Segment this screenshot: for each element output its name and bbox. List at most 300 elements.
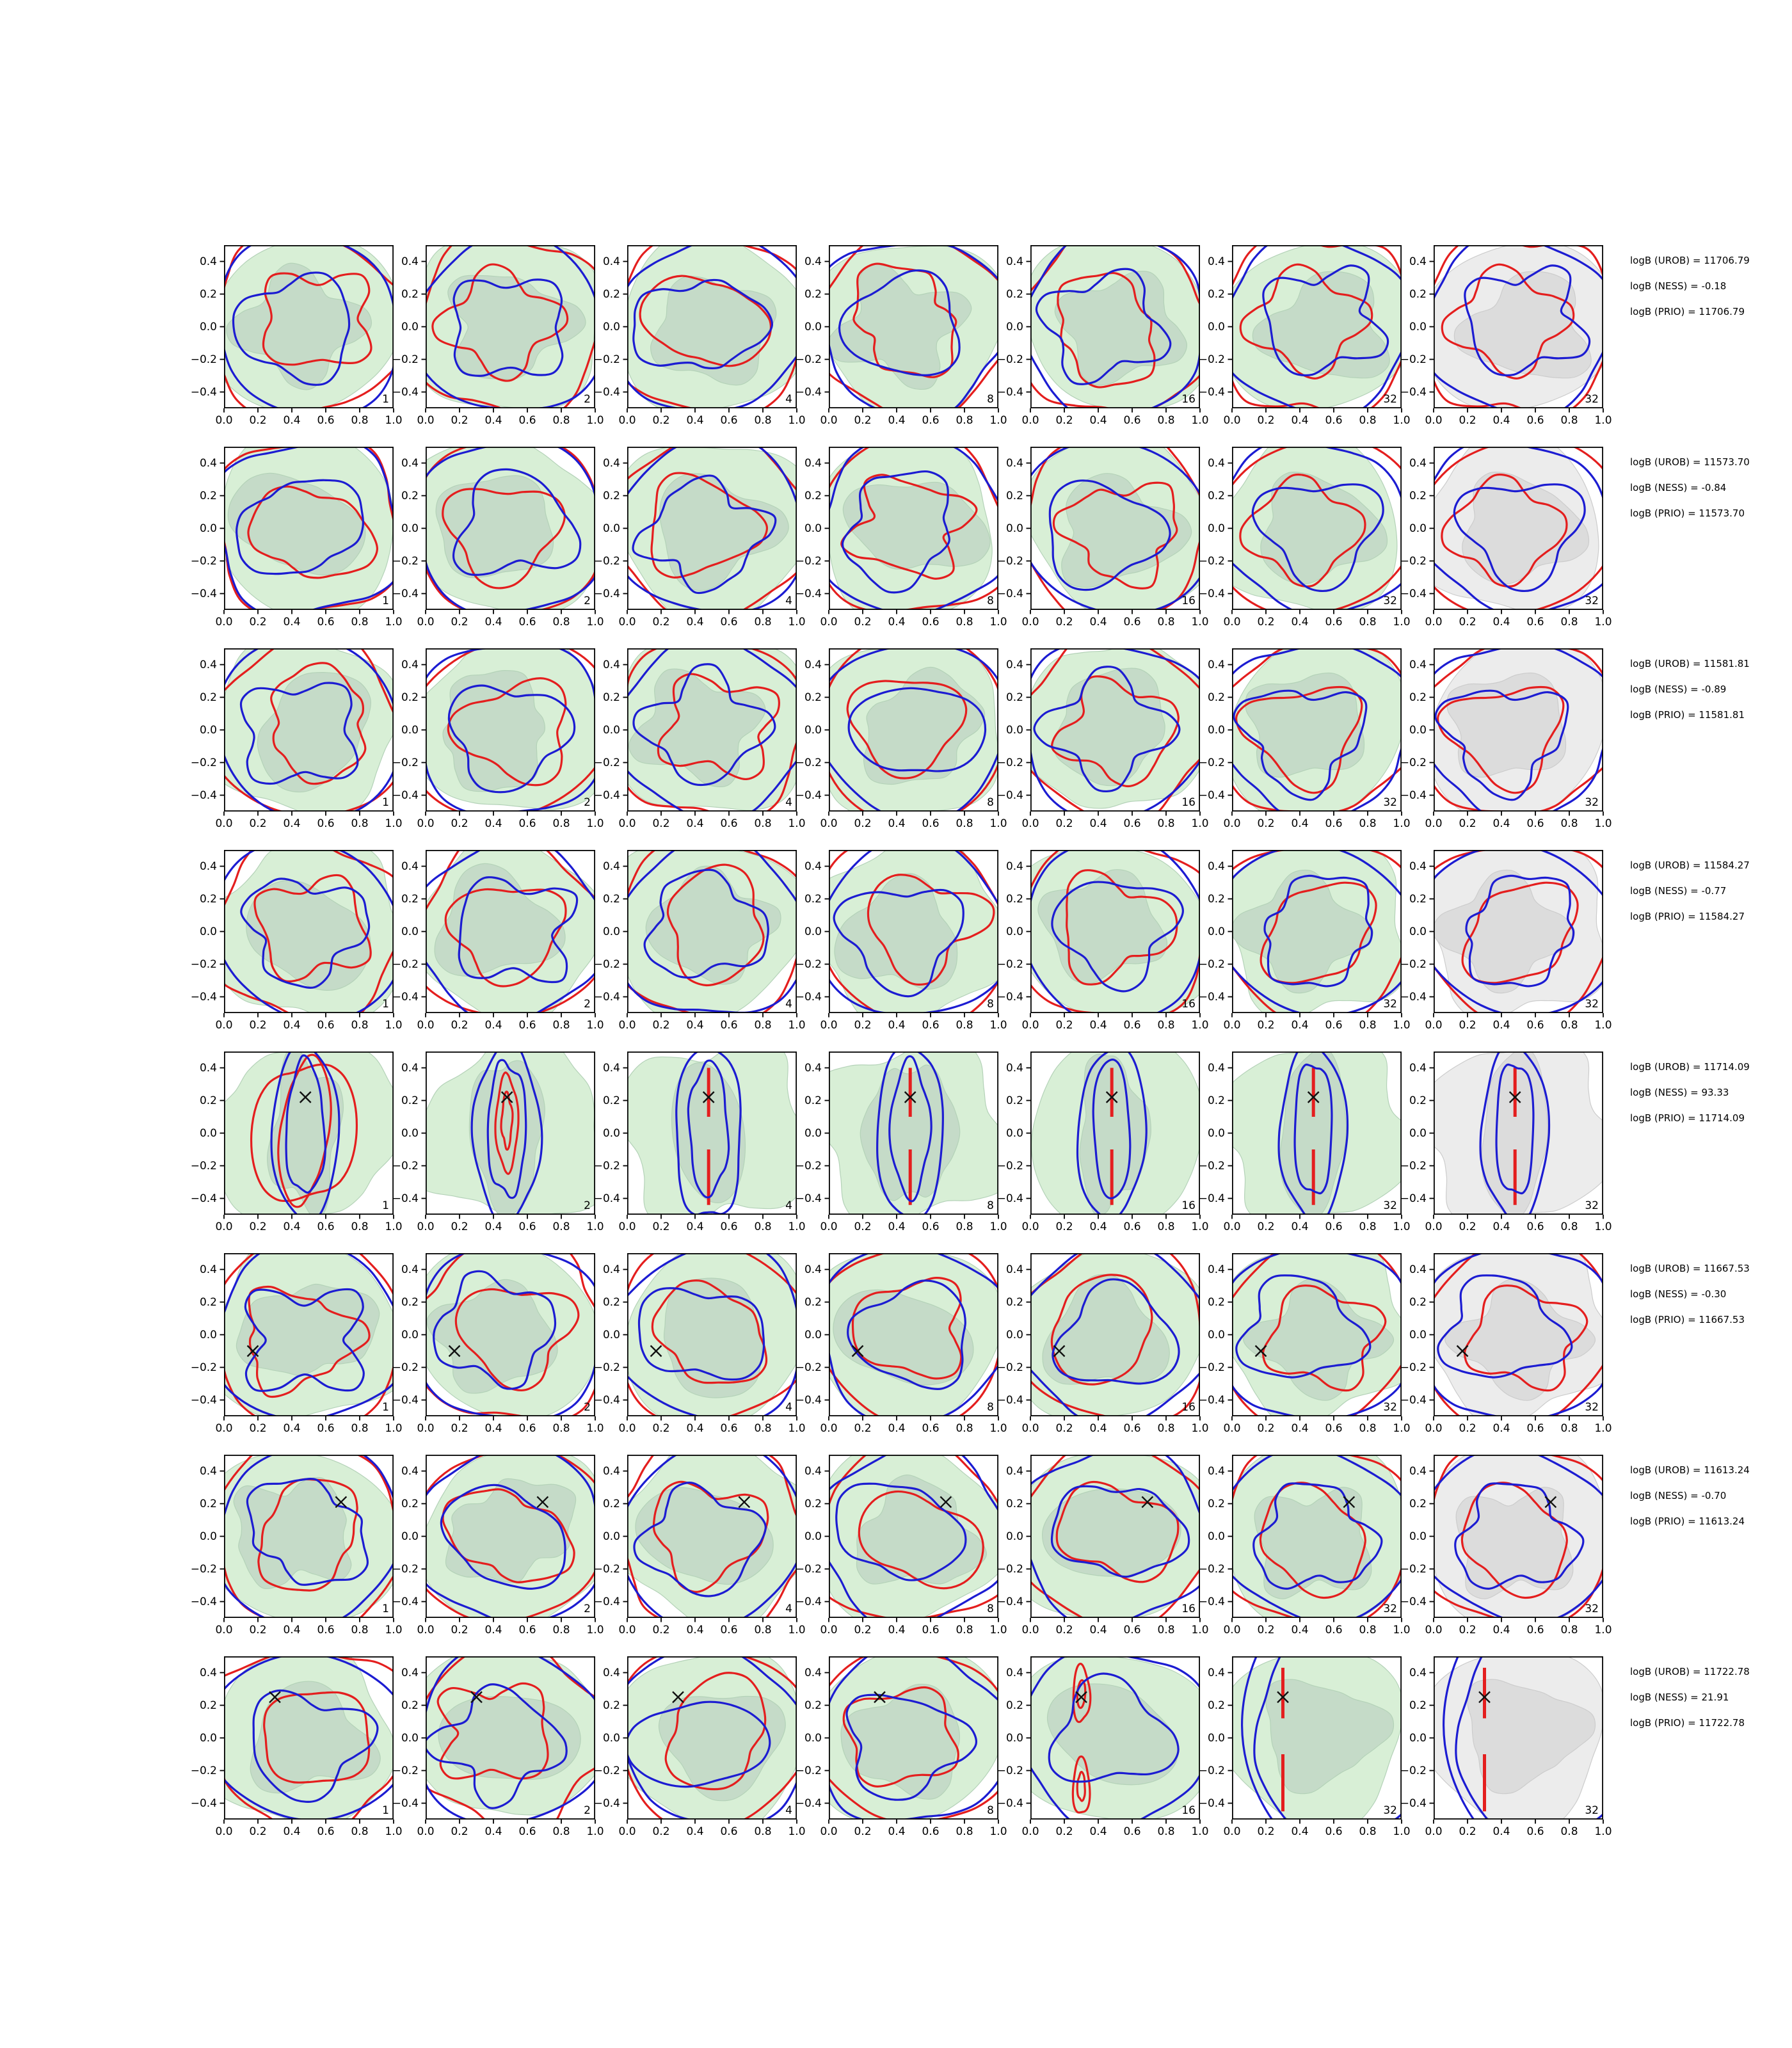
y-tick-label: −0.4 [996, 385, 1023, 399]
plot-area [605, 834, 810, 1025]
x-tick-label: 0.8 [351, 1624, 369, 1636]
x-tick-label: 1.0 [1594, 1422, 1612, 1435]
subplot-count-label: 32 [1383, 1199, 1397, 1212]
y-tick-label: −0.4 [795, 1192, 822, 1205]
subplot-count-label: 4 [785, 595, 792, 607]
x-tick-label: 0.4 [484, 616, 502, 628]
subplot-r1c4 [795, 245, 1007, 427]
y-tick-label: −0.4 [1400, 587, 1427, 600]
x-tick-label: 0.4 [283, 1624, 301, 1636]
x-tick-label: 0.4 [686, 1422, 704, 1435]
x-tick-label: 0.0 [1223, 1825, 1241, 1838]
y-tick-label: 0.4 [602, 1263, 620, 1276]
x-tick-label: 0.4 [283, 1825, 301, 1838]
y-tick-label: 0.0 [1409, 723, 1427, 737]
subplot-r1c3 [593, 245, 806, 427]
plot-area [398, 1237, 609, 1422]
plot-area [810, 230, 1015, 426]
y-tick-label: −0.2 [996, 1562, 1023, 1576]
plot-area [612, 230, 812, 416]
subplot-r5c2 [392, 1052, 604, 1233]
x-tick-label: 0.8 [351, 1220, 369, 1233]
subplot-r8c2 [392, 1656, 604, 1838]
y-tick-label: 0.2 [1207, 1094, 1225, 1107]
x-tick-label: 0.6 [518, 1422, 536, 1435]
subplot-count-label: 1 [382, 1401, 389, 1414]
x-tick-label: 1.0 [989, 414, 1007, 427]
subplot-count-label: 8 [987, 393, 994, 406]
y-tick-label: −0.2 [1400, 1159, 1427, 1172]
contour-canvas [426, 447, 595, 610]
y-tick-label: −0.2 [795, 957, 822, 971]
y-tick-label: −0.2 [1400, 1562, 1427, 1576]
subplot-r2c4 [795, 447, 1007, 628]
subplot-count-label: 32 [1585, 595, 1599, 607]
x-tick-label: 0.6 [518, 616, 536, 628]
row-stats [1630, 449, 1750, 526]
contour-canvas [627, 1052, 797, 1215]
subplot-r6c6 [1198, 1253, 1411, 1435]
y-tick-label: 0.4 [1005, 1061, 1023, 1075]
x-tick-label: 0.4 [283, 1019, 301, 1032]
x-tick-label: 0.2 [249, 1825, 267, 1838]
x-tick-label: 0.6 [1526, 1624, 1544, 1636]
row-stats [1630, 1457, 1750, 1534]
x-tick-label: 0.6 [1325, 616, 1343, 628]
y-tick-label: 0.0 [199, 723, 217, 737]
x-tick-label: 0.6 [518, 1220, 536, 1233]
x-tick-label: 0.8 [1359, 817, 1377, 830]
contour-canvas [829, 1052, 998, 1215]
x-tick-label: 0.8 [1157, 414, 1175, 427]
y-tick-label: 0.4 [1409, 658, 1427, 671]
y-tick-label: −0.2 [190, 353, 217, 366]
y-tick-label: −0.2 [795, 353, 822, 366]
x-tick-label: 0.0 [215, 616, 233, 628]
contour-canvas [627, 245, 797, 408]
plot-area [198, 1437, 404, 1632]
subplot-count-label: 8 [987, 1199, 994, 1212]
y-tick-label: −0.2 [1400, 353, 1427, 366]
x-tick-label: 1.0 [989, 1422, 1007, 1435]
subplot-count-label: 4 [785, 796, 792, 809]
subplot-count-label: 2 [584, 998, 591, 1011]
y-tick-label: 0.4 [199, 658, 217, 671]
x-tick-label: 0.6 [1526, 616, 1544, 628]
plot-area [1215, 1437, 1418, 1630]
subplot-r7c7 [1400, 1455, 1612, 1636]
y-tick-label: −0.2 [996, 353, 1023, 366]
plot-area [412, 232, 604, 419]
logb-ness: logB (NESS) = 21.91 [1630, 1692, 1729, 1703]
x-tick-label: 0.4 [1291, 1019, 1309, 1032]
y-tick-label: 0.2 [199, 1094, 217, 1107]
contour-canvas [426, 1455, 595, 1618]
y-tick-label: −0.4 [996, 990, 1023, 1004]
y-tick-label: −0.4 [795, 385, 822, 399]
x-tick-label: 0.2 [652, 616, 670, 628]
x-tick-label: 0.2 [652, 1624, 670, 1636]
subplot-r6c4 [795, 1253, 1007, 1435]
contour-canvas [224, 447, 394, 610]
x-tick-label: 0.6 [317, 1019, 335, 1032]
plot-area [804, 834, 1016, 1029]
y-tick-label: −0.2 [1400, 1361, 1427, 1374]
x-tick-label: 0.8 [351, 616, 369, 628]
x-tick-label: 1.0 [586, 414, 604, 427]
y-tick-label: 0.0 [199, 1328, 217, 1341]
y-tick-label: 0.2 [401, 892, 419, 906]
subplot-r2c7 [1400, 447, 1612, 628]
y-tick-label: 0.2 [602, 892, 620, 906]
x-tick-label: 0.0 [1425, 616, 1443, 628]
y-tick-label: −0.2 [190, 756, 217, 769]
contour-canvas [1232, 1455, 1402, 1618]
y-tick-label: 0.2 [804, 1094, 822, 1107]
x-tick-label: 1.0 [1393, 1019, 1411, 1032]
logb-urob: logB (UROB) = 11613.24 [1630, 1464, 1750, 1476]
y-tick-label: 0.2 [1207, 892, 1225, 906]
x-tick-label: 0.8 [351, 1825, 369, 1838]
subplot-r7c5 [996, 1455, 1209, 1636]
contour-canvas [1434, 1052, 1603, 1215]
subplot-count-label: 1 [382, 595, 389, 607]
x-tick-label: 0.2 [1459, 1825, 1476, 1838]
x-tick-label: 0.0 [1425, 1825, 1443, 1838]
y-tick-label: −0.4 [1198, 788, 1225, 802]
subplot-count-label: 4 [785, 393, 792, 406]
y-tick-label: −0.4 [593, 990, 620, 1004]
y-tick-label: −0.4 [593, 1192, 620, 1205]
x-tick-label: 0.2 [854, 1624, 872, 1636]
x-tick-label: 0.4 [1291, 817, 1309, 830]
y-tick-label: −0.2 [1198, 1159, 1225, 1172]
x-tick-label: 0.6 [922, 1624, 940, 1636]
x-tick-label: 0.8 [956, 817, 973, 830]
x-tick-label: 0.8 [1359, 1220, 1377, 1233]
y-tick-label: −0.4 [1400, 1796, 1427, 1810]
x-tick-label: 1.0 [989, 1624, 1007, 1636]
y-tick-label: −0.4 [593, 587, 620, 600]
x-tick-label: 0.4 [1492, 616, 1510, 628]
y-tick-label: 0.2 [1005, 1295, 1023, 1309]
x-tick-label: 0.6 [922, 616, 940, 628]
y-tick-label: 0.4 [1409, 1464, 1427, 1478]
x-tick-label: 1.0 [385, 616, 403, 628]
y-tick-label: 0.0 [1005, 320, 1023, 333]
y-tick-label: −0.2 [593, 353, 620, 366]
x-tick-label: 1.0 [788, 414, 806, 427]
x-tick-label: 1.0 [1393, 1220, 1411, 1233]
x-tick-label: 0.2 [652, 1825, 670, 1838]
contour-canvas [627, 648, 797, 812]
contour-canvas [1232, 245, 1402, 408]
x-tick-label: 1.0 [788, 1624, 806, 1636]
y-tick-label: 0.0 [401, 1530, 419, 1543]
subplot-r4c4 [795, 850, 1007, 1032]
x-tick-label: 0.8 [552, 1019, 570, 1032]
row-stats [1630, 248, 1750, 324]
x-tick-label: 0.4 [1492, 817, 1510, 830]
y-tick-label: 0.2 [401, 489, 419, 502]
x-tick-label: 0.2 [451, 1019, 468, 1032]
y-tick-label: −0.4 [593, 385, 620, 399]
x-tick-label: 0.0 [820, 616, 838, 628]
x-tick-label: 0.4 [1492, 414, 1510, 427]
contour-canvas [829, 1455, 998, 1618]
x-tick-label: 0.6 [720, 1624, 738, 1636]
x-tick-label: 0.6 [1526, 1220, 1544, 1233]
contour-canvas [1232, 1253, 1402, 1416]
x-tick-label: 0.8 [754, 1422, 772, 1435]
plot-area [206, 628, 403, 820]
x-tick-label: 1.0 [989, 1220, 1007, 1233]
logb-ness: logB (NESS) = -0.18 [1630, 280, 1727, 292]
x-tick-label: 0.4 [686, 414, 704, 427]
y-tick-label: 0.2 [804, 287, 822, 301]
x-tick-label: 0.2 [1257, 817, 1275, 830]
subplot-r3c3 [593, 648, 806, 830]
x-tick-label: 1.0 [1191, 414, 1209, 427]
subplot-count-label: 4 [785, 998, 792, 1011]
subplot-r3c2 [392, 648, 604, 830]
x-tick-label: 0.0 [820, 1220, 838, 1233]
x-tick-label: 1.0 [586, 1624, 604, 1636]
y-tick-label: 0.0 [1005, 522, 1023, 535]
y-tick-label: −0.4 [996, 1192, 1023, 1205]
x-tick-label: 0.0 [1021, 817, 1039, 830]
contour-canvas [224, 850, 394, 1013]
x-tick-label: 0.4 [1291, 1422, 1309, 1435]
x-tick-label: 0.8 [754, 1624, 772, 1636]
y-tick-label: −0.4 [1400, 990, 1427, 1004]
x-tick-label: 0.6 [922, 414, 940, 427]
contour-canvas [426, 1253, 595, 1416]
contour-canvas [224, 245, 394, 408]
y-tick-label: −0.4 [1198, 1595, 1225, 1608]
x-tick-label: 1.0 [1594, 1825, 1612, 1838]
y-tick-label: −0.2 [392, 756, 419, 769]
y-tick-label: −0.4 [190, 1796, 217, 1810]
y-tick-label: 0.2 [602, 1497, 620, 1510]
y-tick-label: 0.4 [804, 1061, 822, 1075]
y-tick-label: 0.0 [1409, 522, 1427, 535]
logb-urob: logB (UROB) = 11706.79 [1630, 255, 1750, 266]
x-tick-label: 0.8 [1560, 1220, 1578, 1233]
y-tick-label: 0.2 [1005, 1699, 1023, 1712]
y-tick-label: 0.4 [602, 860, 620, 873]
subplot-count-label: 8 [987, 1603, 994, 1615]
y-tick-label: 0.0 [602, 723, 620, 737]
x-tick-label: 0.0 [820, 1019, 838, 1032]
x-tick-label: 0.4 [1291, 1825, 1309, 1838]
subplot-r1c2 [392, 245, 604, 427]
x-tick-label: 0.8 [754, 414, 772, 427]
y-tick-label: 0.0 [1005, 1126, 1023, 1140]
x-tick-label: 1.0 [1594, 616, 1612, 628]
x-tick-label: 0.8 [1359, 616, 1377, 628]
y-tick-label: −0.2 [996, 1159, 1023, 1172]
contour-canvas [1232, 1052, 1402, 1215]
y-tick-label: −0.2 [996, 957, 1023, 971]
y-tick-label: 0.2 [1005, 489, 1023, 502]
y-tick-label: 0.0 [1005, 1530, 1023, 1543]
x-tick-label: 0.6 [720, 817, 738, 830]
x-tick-label: 0.0 [618, 1624, 636, 1636]
subplot-r4c5 [996, 850, 1209, 1032]
x-tick-label: 0.6 [1123, 414, 1141, 427]
y-tick-label: 0.0 [1005, 1731, 1023, 1745]
x-tick-label: 0.8 [1157, 1422, 1175, 1435]
plot-area [806, 1642, 1014, 1827]
y-tick-label: 0.4 [199, 1263, 217, 1276]
x-tick-label: 0.2 [1257, 1019, 1275, 1032]
y-tick-label: −0.4 [1198, 1393, 1225, 1407]
x-tick-label: 0.6 [518, 414, 536, 427]
y-tick-label: 0.0 [1005, 1328, 1023, 1341]
subplot-r3c4 [795, 648, 1007, 830]
contour-canvas [224, 1656, 394, 1820]
plot-area [1219, 235, 1416, 417]
y-tick-label: 0.0 [1409, 1731, 1427, 1745]
y-tick-label: 0.0 [1409, 1126, 1427, 1140]
y-tick-label: 0.2 [602, 1094, 620, 1107]
x-tick-label: 1.0 [1191, 1019, 1209, 1032]
y-tick-label: −0.2 [795, 756, 822, 769]
y-tick-label: 0.4 [1005, 1666, 1023, 1679]
y-tick-label: 0.2 [199, 287, 217, 301]
x-tick-label: 0.8 [754, 1220, 772, 1233]
y-tick-label: −0.2 [593, 1562, 620, 1576]
x-tick-label: 0.4 [888, 817, 906, 830]
y-tick-label: 0.0 [1207, 320, 1225, 333]
x-tick-label: 1.0 [1393, 1825, 1411, 1838]
row-stats [1630, 1256, 1750, 1332]
x-tick-label: 0.2 [1055, 414, 1073, 427]
x-tick-label: 0.8 [956, 414, 973, 427]
x-tick-label: 0.2 [1459, 1220, 1476, 1233]
x-tick-label: 0.0 [417, 817, 435, 830]
y-tick-label: 0.2 [804, 691, 822, 704]
contour-canvas [627, 1656, 797, 1820]
x-tick-label: 0.0 [618, 616, 636, 628]
y-tick-label: 0.4 [1409, 1263, 1427, 1276]
y-tick-label: 0.2 [602, 691, 620, 704]
y-tick-label: 0.4 [1409, 1666, 1427, 1679]
subplot-count-label: 2 [584, 1199, 591, 1212]
y-tick-label: 0.2 [1207, 691, 1225, 704]
y-tick-label: 0.2 [199, 892, 217, 906]
y-tick-label: 0.0 [401, 1126, 419, 1140]
y-tick-label: −0.2 [795, 1764, 822, 1777]
y-tick-label: 0.2 [804, 489, 822, 502]
y-tick-label: 0.4 [401, 1263, 419, 1276]
subplot-r2c6 [1198, 447, 1411, 628]
y-tick-label: 0.0 [199, 1126, 217, 1140]
y-tick-label: 0.4 [1207, 658, 1225, 671]
x-tick-label: 0.6 [1123, 1624, 1141, 1636]
logb-prio: logB (PRIO) = 11667.53 [1630, 1314, 1745, 1325]
x-tick-label: 0.6 [922, 1825, 940, 1838]
y-tick-label: 0.2 [199, 1497, 217, 1510]
y-tick-label: −0.2 [996, 756, 1023, 769]
y-tick-label: −0.2 [392, 1562, 419, 1576]
x-tick-label: 1.0 [586, 616, 604, 628]
plot-area [807, 1245, 1014, 1430]
x-tick-label: 0.8 [956, 1624, 973, 1636]
y-tick-label: −0.2 [593, 957, 620, 971]
x-tick-label: 0.4 [283, 817, 301, 830]
y-tick-label: −0.2 [593, 1159, 620, 1172]
y-tick-label: −0.2 [1400, 554, 1427, 568]
x-tick-label: 0.6 [1325, 1422, 1343, 1435]
y-tick-label: −0.4 [1198, 385, 1225, 399]
x-tick-label: 0.2 [1459, 414, 1476, 427]
y-tick-label: −0.2 [593, 1361, 620, 1374]
subplot-r6c5 [996, 1253, 1209, 1435]
x-tick-label: 0.4 [1492, 1624, 1510, 1636]
contour-canvas [829, 447, 998, 610]
x-tick-label: 0.6 [720, 414, 738, 427]
contour-canvas [224, 1455, 394, 1618]
subplot-r4c7 [1400, 850, 1612, 1032]
subplot-count-label: 4 [785, 1603, 792, 1615]
x-tick-label: 0.6 [317, 1422, 335, 1435]
x-tick-label: 0.4 [1089, 1624, 1107, 1636]
x-tick-label: 0.0 [1223, 817, 1241, 830]
x-tick-label: 0.6 [922, 817, 940, 830]
subplot-count-label: 4 [785, 1804, 792, 1817]
x-tick-label: 0.8 [1157, 1019, 1175, 1032]
x-tick-label: 1.0 [989, 1825, 1007, 1838]
x-tick-label: 0.2 [451, 817, 468, 830]
y-tick-label: 0.0 [1207, 1328, 1225, 1341]
subplot-count-label: 32 [1585, 1199, 1599, 1212]
y-tick-label: 0.2 [1207, 1497, 1225, 1510]
logb-prio: logB (PRIO) = 11714.09 [1630, 1112, 1745, 1124]
y-tick-label: −0.4 [392, 1595, 419, 1608]
subplot-r2c1 [190, 447, 403, 628]
x-tick-label: 0.2 [1055, 1422, 1073, 1435]
y-tick-label: 0.0 [1005, 723, 1023, 737]
x-tick-label: 0.0 [417, 414, 435, 427]
y-tick-label: −0.4 [1198, 1796, 1225, 1810]
subplot-count-label: 2 [584, 796, 591, 809]
subplot-r8c5 [996, 1656, 1209, 1838]
y-tick-label: 0.0 [1207, 925, 1225, 938]
y-tick-label: 0.0 [199, 522, 217, 535]
y-tick-label: −0.4 [392, 385, 419, 399]
y-tick-label: −0.4 [190, 788, 217, 802]
x-tick-label: 0.2 [451, 616, 468, 628]
x-tick-label: 1.0 [1393, 1422, 1411, 1435]
plot-area [620, 1035, 812, 1231]
y-tick-label: 0.4 [602, 1061, 620, 1075]
subplot-r5c7 [1400, 1052, 1612, 1233]
contour-canvas [1232, 1656, 1402, 1820]
contour-canvas [1030, 1656, 1200, 1820]
subplot-count-label: 16 [1181, 595, 1196, 607]
x-tick-label: 0.0 [618, 1422, 636, 1435]
plot-area [1413, 429, 1622, 616]
contour-canvas [829, 648, 998, 812]
y-tick-label: −0.4 [593, 1393, 620, 1407]
x-tick-label: 0.6 [317, 1624, 335, 1636]
y-tick-label: 0.4 [804, 658, 822, 671]
x-tick-label: 0.4 [888, 1422, 906, 1435]
subplot-r2c3 [593, 447, 806, 628]
x-tick-label: 0.4 [1492, 1019, 1510, 1032]
